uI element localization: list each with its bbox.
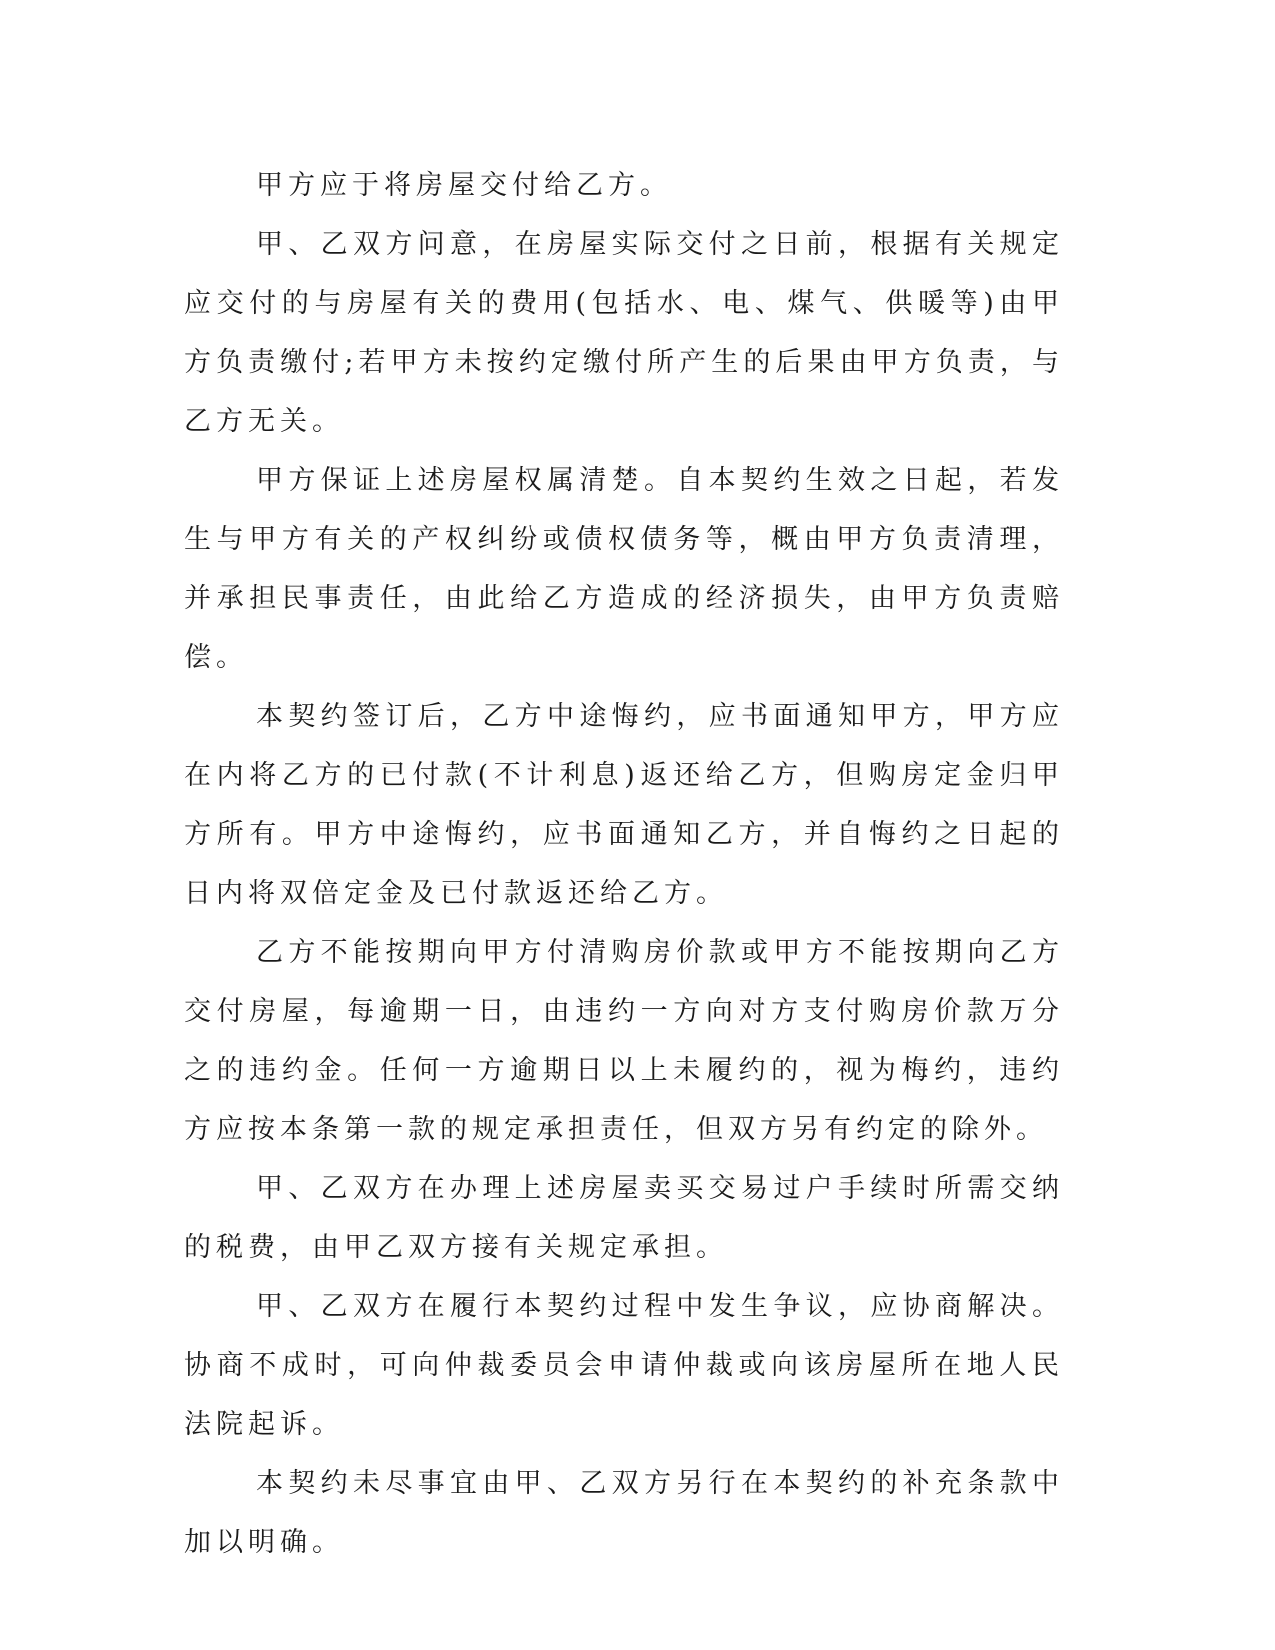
paragraph-late-payment: 乙方不能按期向甲方付清购房价款或甲方不能按期向乙方交付房屋，每逾期一日，由违约一方向对方支付购房价款万分之的违约金。任何一方逾期日以上未履约的，视为梅约，违约方应按本条第一款的规定承担责任，但双方另有约定的除外。 [184, 937, 1064, 1145]
paragraph-delivery: 甲方应于将房屋交付给乙方。 [256, 170, 672, 201]
paragraph-disputes: 甲、乙双方在履行本契约过程中发生争议，应协商解决。协商不成时，可向仲裁委员会申请仲裁或向该房屋所在地人民法院起诉。 [184, 1291, 1064, 1440]
paragraph-fees: 甲、乙双方问意，在房屋实际交付之日前，根据有关规定应交付的与房屋有关的费用(包括水、电、煤气、供暖等)由甲方负责缴付;若甲方未按约定缴付所产生的后果由甲方负责，与乙方无关。 [184, 229, 1064, 437]
paragraph-ownership: 甲方保证上述房屋权属清楚。自本契约生效之日起，若发生与甲方有关的产权纠纷或债权债务等，概由甲方负责清理，并承担民事责任，由此给乙方造成的经济损失，由甲方负责赔偿。 [184, 465, 1064, 673]
paragraph-breach-notice: 本契约签订后，乙方中途悔约，应书面通知甲方，甲方应在内将乙方的已付款(不计利息)返还给乙方，但购房定金归甲方所有。甲方中途悔约，应书面通知乙方，并自悔约之日起的日内将双倍定金及已付款返还给乙方。 [184, 701, 1064, 909]
paragraph-supplementary: 本契约未尽事宜由甲、乙双方另行在本契约的补充条款中加以明确。 [184, 1468, 1064, 1558]
document-body [184, 156, 1064, 1572]
paragraph-taxes: 甲、乙双方在办理上述房屋卖买交易过户手续时所需交纳的税费，由甲乙双方接有关规定承担。 [184, 1173, 1064, 1263]
